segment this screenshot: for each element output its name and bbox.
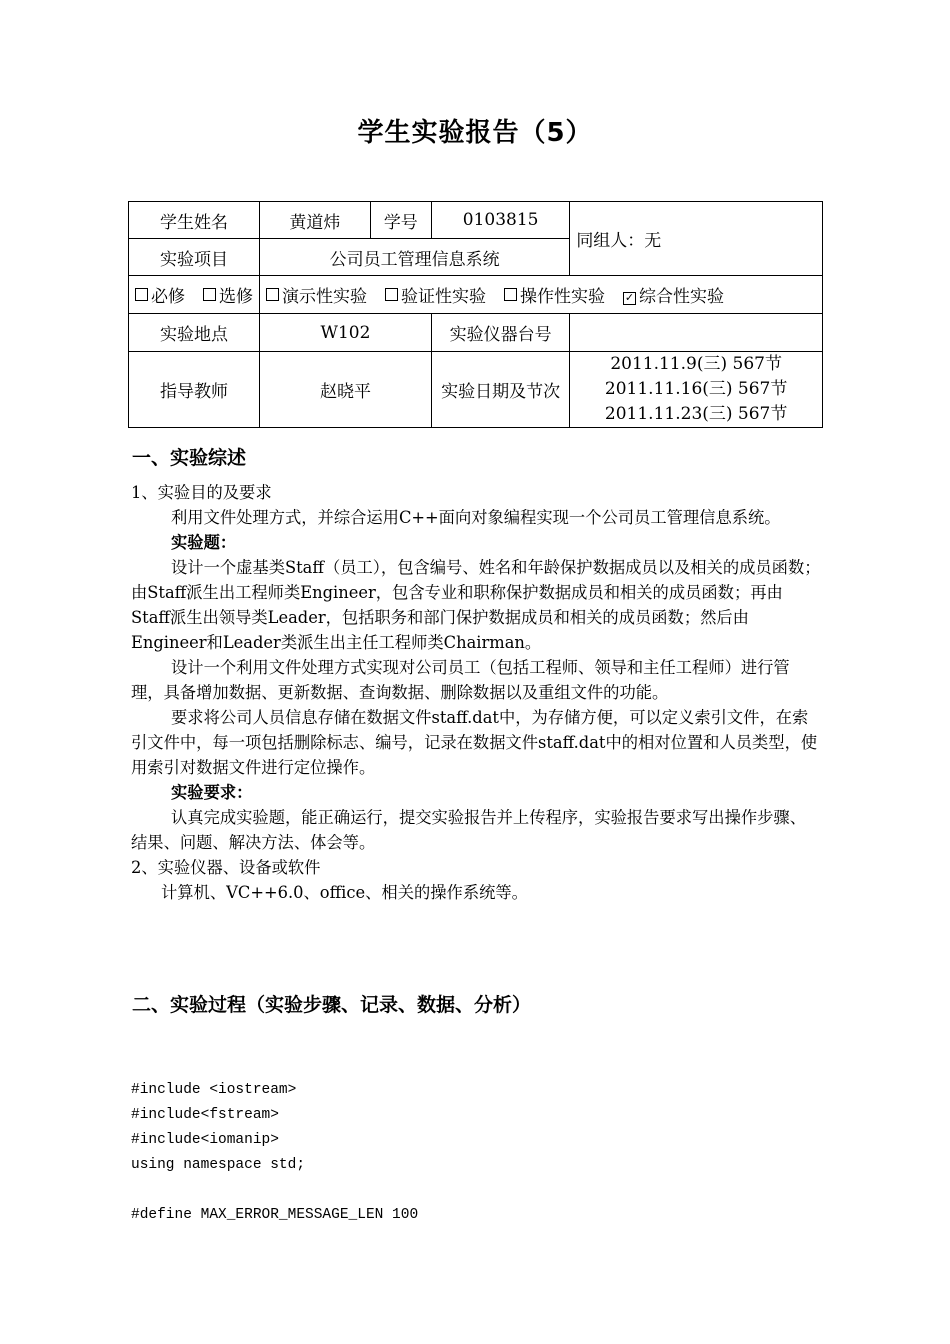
section2-heading: 二、实验过程（实验步骤、记录、数据、分析） bbox=[132, 994, 532, 1016]
checkbox-icon[interactable] bbox=[266, 288, 279, 301]
instrument-label: 实验仪器台号 bbox=[431, 314, 569, 352]
course-type-cell bbox=[129, 276, 260, 314]
code-line: #include<fstream> bbox=[131, 1107, 279, 1123]
location-value: W102 bbox=[260, 314, 432, 352]
sub-heading: 实验题： bbox=[171, 533, 237, 552]
date-line: 2011.11.16(三) 567节 bbox=[604, 379, 788, 399]
name-value: 黄道炜 bbox=[260, 202, 371, 239]
sub-heading: 实验要求： bbox=[171, 783, 253, 802]
date-line: 2011.11.23(三) 567节 bbox=[604, 404, 788, 424]
section1-body bbox=[131, 480, 821, 905]
location-label: 实验地点 bbox=[129, 314, 260, 352]
id-value: 0103815 bbox=[431, 202, 569, 239]
code-block bbox=[131, 1078, 418, 1228]
name-label: 学生姓名 bbox=[129, 202, 260, 239]
paragraph: 计算机、VC++6.0、office、相关的操作系统等。 bbox=[161, 883, 528, 902]
id-label: 学号 bbox=[370, 202, 431, 239]
option-verify[interactable]: 验证性实验 bbox=[385, 287, 486, 307]
instrument-value bbox=[570, 314, 823, 352]
item-heading: 1、实验目的及要求 bbox=[131, 483, 272, 502]
item-heading: 2、实验仪器、设备或软件 bbox=[131, 858, 321, 877]
option-demo[interactable]: 演示性实验 bbox=[266, 287, 367, 307]
option-required[interactable]: 必修 bbox=[135, 287, 185, 307]
code-line: #define MAX_ERROR_MESSAGE_LEN 100 bbox=[131, 1207, 419, 1223]
option-comprehensive[interactable]: ✓ 综合性实验 bbox=[624, 287, 724, 307]
code-line: using namespace std; bbox=[131, 1157, 306, 1173]
group-cell: 同组人：无 bbox=[570, 202, 823, 276]
paragraph: 认真完成实验题，能正确运行，提交实验报告并上传程序，实验报告要求写出操作步骤、结果、问题、解决方法、体会等。 bbox=[131, 808, 806, 852]
paragraph: 利用文件处理方式，并综合运用C++面向对象编程实现一个公司员工管理信息系统。 bbox=[171, 508, 781, 527]
paragraph: 要求将公司人员信息存储在数据文件staff.dat中，为存储方便，可以定义索引文件，在索引文件中，每一项包括删除标志、编号，记录在数据文件staff.dat中的相对位置和人员类型，使用索引对数据文件进行定位操作。 bbox=[131, 708, 818, 777]
paragraph: 设计一个利用文件处理方式实现对公司员工（包括工程师、领导和主任工程师）进行管理，具备增加数据、更新数据、查询数据、删除数据以及重组文件的功能。 bbox=[131, 658, 790, 702]
checked-checkbox-icon[interactable]: ✓ bbox=[624, 291, 635, 304]
info-table bbox=[128, 201, 823, 428]
section1-heading: 一、实验综述 bbox=[132, 447, 247, 469]
date-cell bbox=[570, 352, 823, 428]
code-line bbox=[131, 1178, 418, 1203]
code-line: #include <iostream> bbox=[131, 1082, 297, 1098]
teacher-value: 赵晓平 bbox=[260, 352, 432, 428]
checkbox-icon[interactable] bbox=[385, 288, 398, 301]
option-operate[interactable]: 操作性实验 bbox=[504, 287, 605, 307]
option-elective[interactable]: 选修 bbox=[203, 287, 253, 307]
paragraph: 设计一个虚基类Staff（员工），包含编号、姓名和年龄保护数据成员以及相关的成员函数；由Staff派生出工程师类Engineer，包含专业和职称保护数据成员和相关的成员函数；再由Staff派生出领导类Leader，包括职务和部门保护数据成员和相关的成员函数；然后由Engineer和Leader类派生出主任工程师类Chairman。 bbox=[131, 558, 821, 652]
checkbox-icon[interactable] bbox=[203, 288, 216, 301]
date-label: 实验日期及节次 bbox=[431, 352, 569, 428]
checkbox-icon[interactable] bbox=[135, 288, 148, 301]
project-value: 公司员工管理信息系统 bbox=[260, 239, 570, 276]
teacher-label: 指导教师 bbox=[129, 352, 260, 428]
project-label: 实验项目 bbox=[129, 239, 260, 276]
experiment-type-cell bbox=[260, 276, 823, 314]
date-line: 2011.11.9(三) 567节 bbox=[610, 354, 782, 374]
report-title: 学生实验报告（5） bbox=[357, 118, 593, 148]
code-line: #include<iomanip> bbox=[131, 1132, 279, 1148]
checkbox-icon[interactable] bbox=[504, 288, 517, 301]
